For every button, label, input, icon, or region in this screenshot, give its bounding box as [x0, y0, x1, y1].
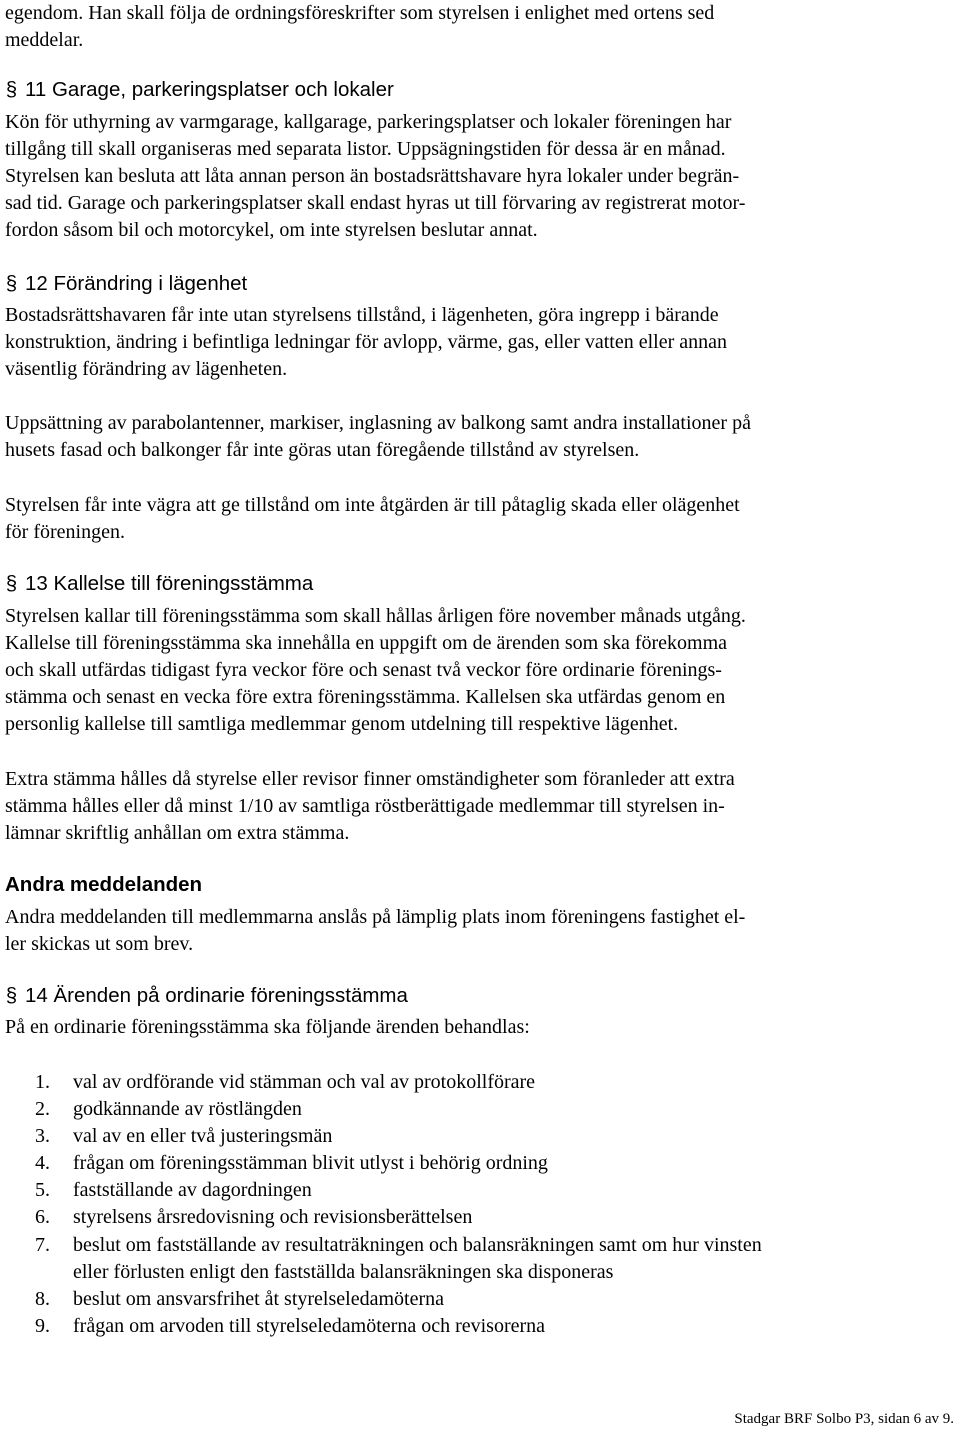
section-13-title: 13 Kallelse till föreningsstämma	[25, 572, 314, 595]
section-11-line: sad tid. Garage och parkeringsplatser skall endast hyras ut till förvaring av registrerat motor-	[5, 192, 746, 214]
section-13-p2-line: lämnar skriftlig anhållan om extra stämma.	[5, 822, 350, 844]
paragraph-symbol: §	[5, 78, 18, 101]
section-12-p2-line: Uppsättning av parabolantenner, markiser, inglasning av balkong samt andra installationer på	[5, 412, 751, 434]
list-item-number: 8.	[35, 1288, 50, 1310]
list-item: val av ordförande vid stämman och val av protokollförare	[73, 1071, 536, 1093]
list-item-continuation: eller förlusten enligt den fastställda balansräkningen ska disponeras	[73, 1261, 614, 1283]
section-12-p1-line: väsentlig förändring av lägenheten.	[5, 358, 288, 380]
section-12-p3-line: för föreningen.	[5, 521, 125, 543]
section-12-p1-line: konstruktion, ändring i befintliga ledningar för avlopp, värme, gas, eller vatten eller annan	[5, 331, 727, 353]
list-item: godkännande av röstlängden	[73, 1098, 302, 1120]
list-item-number: 7.	[35, 1234, 50, 1256]
list-item: styrelsens årsredovisning och revisionsberättelsen	[73, 1206, 473, 1228]
list-item-number: 6.	[35, 1206, 50, 1228]
other-heading: Andra meddelanden	[5, 873, 203, 896]
section-12-p2-line: husets fasad och balkonger får inte göras utan föregående tillstånd av styrelsen.	[5, 439, 640, 461]
section-11-line: Styrelsen kan besluta att låta annan person än bostadsrättshavare hyra lokaler under begrän-	[5, 165, 740, 187]
section-14-title: 14 Ärenden på ordinarie föreningsstämma	[25, 984, 408, 1007]
section-13-p2-line: stämma hålles eller då minst 1/10 av samtliga röstberättigade medlemmar till styrelsen in-	[5, 795, 725, 817]
list-item: beslut om ansvarsfrihet åt styrelseledamöterna	[73, 1288, 444, 1310]
paragraph-symbol: §	[5, 572, 18, 595]
paragraph-symbol: §	[5, 272, 18, 295]
section-13-heading	[5, 570, 313, 597]
list-item-number: 1.	[35, 1071, 50, 1093]
list-item: fastställande av dagordningen	[73, 1179, 312, 1201]
section-13-p1-line: stämma och senast en vecka före extra föreningsstämma. Kallelsen ska utfärdas genom en	[5, 686, 726, 708]
section-14-lead: På en ordinarie föreningsstämma ska följande ärenden behandlas:	[5, 1016, 530, 1038]
other-line: Andra meddelanden till medlemmarna anslås på lämplig plats inom föreningens fastighet el-	[5, 906, 746, 928]
section-11-line: tillgång till skall organiseras med separata listor. Uppsägningstiden för dessa är en månad.	[5, 138, 726, 160]
list-item-number: 2.	[35, 1098, 50, 1120]
section-12-p3-line: Styrelsen får inte vägra att ge tillstånd om inte åtgärden är till påtaglig skada eller olägenhet	[5, 494, 740, 516]
intro-line: egendom. Han skall följa de ordningsföreskrifter som styrelsen i enlighet med ortens sed	[5, 2, 715, 24]
intro-line: meddelar.	[5, 29, 84, 51]
section-12-heading	[5, 270, 247, 297]
list-item-number: 4.	[35, 1152, 50, 1174]
list-item-number: 3.	[35, 1125, 50, 1147]
list-item: frågan om föreningsstämman blivit utlyst i behörig ordning	[73, 1152, 548, 1174]
page-footer: Stadgar BRF Solbo P3, sidan 6 av 9.	[734, 1411, 954, 1427]
list-item: val av en eller två justeringsmän	[73, 1125, 333, 1147]
other-line: ler skickas ut som brev.	[5, 933, 194, 955]
section-13-p1-line: Styrelsen kallar till föreningsstämma som skall hållas årligen före november månads utgång.	[5, 605, 746, 627]
paragraph-symbol: §	[5, 984, 18, 1007]
list-item: frågan om arvoden till styrelseledamöterna och revisorerna	[73, 1315, 546, 1337]
section-12-title: 12 Förändring i lägenhet	[25, 272, 248, 295]
section-14-heading	[5, 982, 408, 1009]
section-11-heading	[5, 76, 394, 103]
list-item-number: 9.	[35, 1315, 50, 1337]
section-13-p1-line: Kallelse till föreningsstämma ska innehålla en uppgift om de ärenden som ska förekomma	[5, 632, 728, 654]
list-item: beslut om fastställande av resultaträkningen och balansräkningen samt om hur vinsten	[73, 1234, 762, 1256]
section-11-line: Kön för uthyrning av varmgarage, kallgarage, parkeringsplatser och lokaler föreningen har	[5, 111, 732, 133]
section-11-title: 11 Garage, parkeringsplatser och lokaler	[25, 78, 394, 101]
section-13-p2-line: Extra stämma hålles då styrelse eller revisor finner omständigheter som föranleder att extra	[5, 768, 735, 790]
list-item-number: 5.	[35, 1179, 50, 1201]
section-13-p1-line: personlig kallelse till samtliga medlemmar genom utdelning till respektive lägenhet.	[5, 713, 679, 735]
section-12-p1-line: Bostadsrättshavaren får inte utan styrelsens tillstånd, i lägenheten, göra ingrepp i bärande	[5, 304, 719, 326]
section-11-line: fordon såsom bil och motorcykel, om inte styrelsen beslutar annat.	[5, 219, 538, 241]
section-13-p1-line: och skall utfärdas tidigast fyra veckor före och senast två veckor före ordinarie förenings-	[5, 659, 722, 681]
